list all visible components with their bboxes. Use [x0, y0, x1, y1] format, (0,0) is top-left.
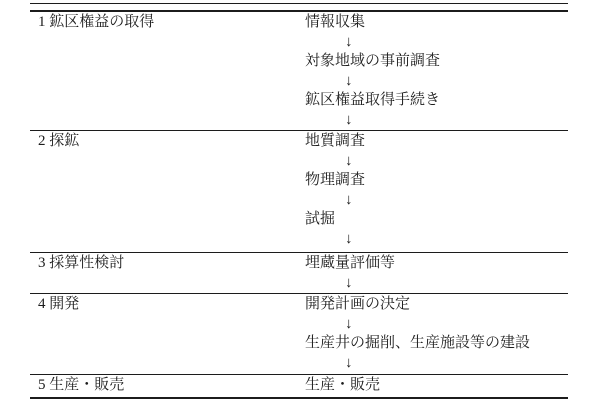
table-row	[30, 12, 568, 131]
down-arrow-icon: ↓	[345, 33, 353, 50]
down-arrow-icon: ↓	[345, 111, 353, 128]
down-arrow-icon: ↓	[345, 274, 353, 291]
down-arrow-icon: ↓	[345, 191, 353, 208]
process-steps	[300, 131, 568, 252]
stage-label: 2 探鉱	[38, 133, 80, 149]
table-top-outer-rule	[30, 3, 568, 4]
down-arrow-icon: ↓	[345, 354, 353, 371]
development-stages-table	[30, 10, 568, 399]
process-step: 生産・販売	[305, 377, 381, 393]
process-step: 埋蔵量評価等	[305, 255, 396, 271]
process-steps	[300, 294, 568, 374]
table-row	[30, 131, 568, 253]
process-steps	[300, 375, 568, 397]
down-arrow-icon: ↓	[345, 72, 353, 89]
stage-label: 4 開発	[38, 296, 80, 312]
process-step: 開発計画の決定	[305, 296, 411, 312]
down-arrow-icon: ↓	[345, 315, 353, 332]
process-step: 試掘	[305, 211, 336, 227]
process-step: 物理調査	[305, 172, 366, 188]
process-step: 生産井の掘削、生産施設等の建設	[305, 335, 531, 351]
process-step: 地質調査	[305, 133, 366, 149]
stage-label: 3 採算性検討	[38, 255, 125, 271]
table-row	[30, 294, 568, 375]
stage-label: 5 生産・販売	[38, 377, 125, 393]
table-row	[30, 375, 568, 397]
process-steps	[300, 12, 568, 130]
down-arrow-icon: ↓	[345, 152, 353, 169]
stage-label: 1 鉱区権益の取得	[38, 14, 155, 30]
process-step: 対象地域の事前調査	[305, 53, 441, 69]
table-row	[30, 253, 568, 294]
process-step: 鉱区権益取得手続き	[305, 92, 441, 108]
process-step: 情報収集	[305, 14, 366, 30]
process-steps	[300, 253, 568, 293]
down-arrow-icon: ↓	[345, 230, 353, 247]
